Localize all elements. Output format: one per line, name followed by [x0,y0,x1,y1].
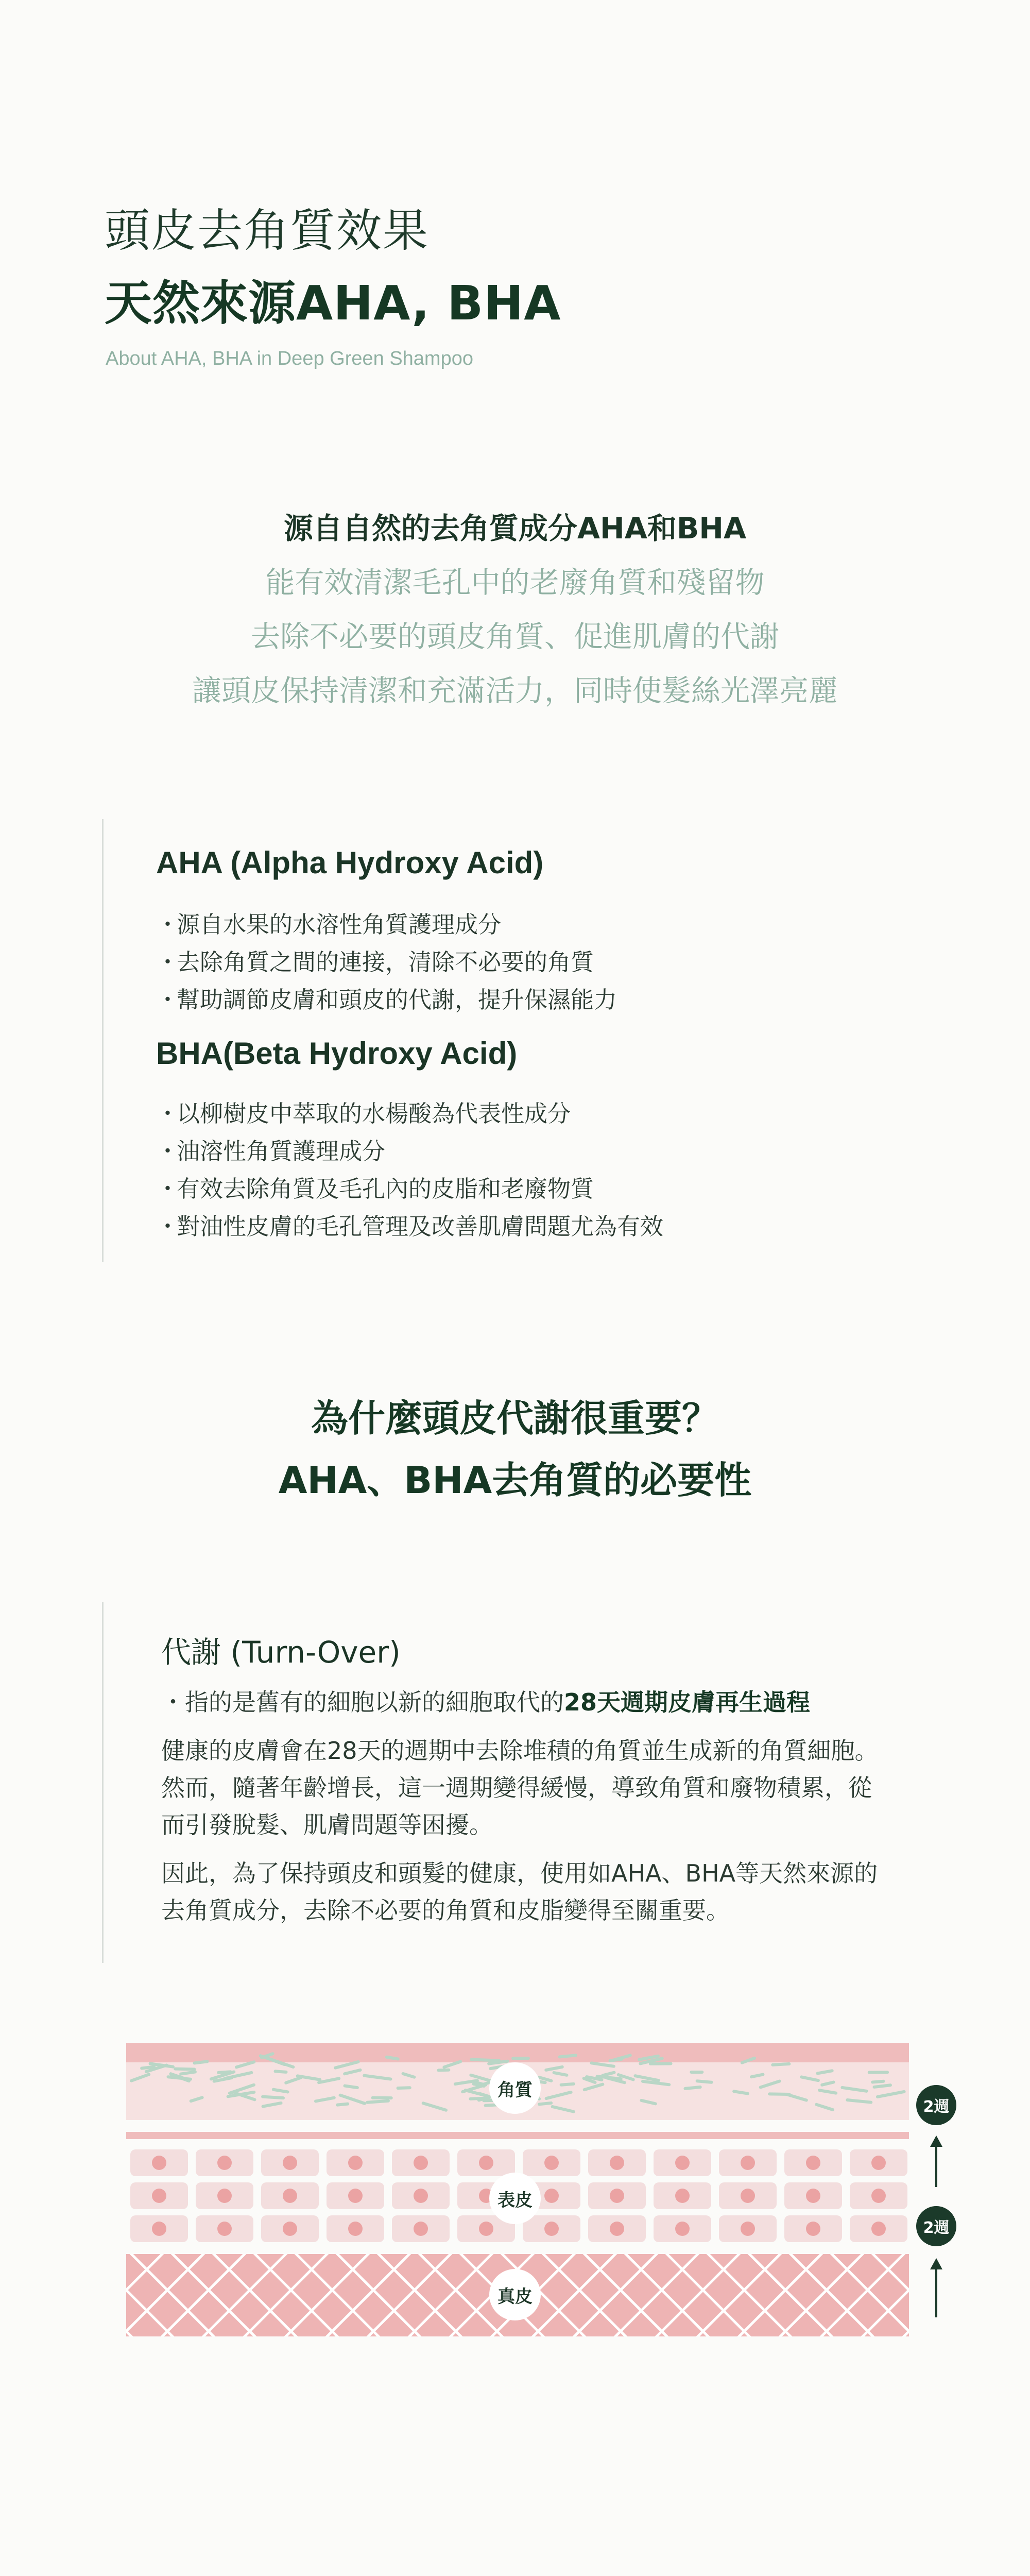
corneum-flake [697,2081,712,2082]
cell-nucleus [741,2189,755,2203]
cell-nucleus [479,2222,493,2236]
corneum-flake [872,2081,883,2082]
corneum-flake [610,2059,622,2061]
corneum-flake [539,2103,551,2104]
corneum-flake [181,2072,195,2074]
cell-nucleus [871,2156,886,2170]
corneum-flake [263,2097,283,2098]
cell-nucleus [741,2222,755,2236]
bha-bullet: ・油溶性角質護理成分 [156,1138,386,1165]
corneum-flake [471,2060,499,2061]
cell-nucleus [544,2156,559,2170]
corneum-flake [345,2086,357,2088]
cell-nucleus [283,2156,297,2170]
cell-nucleus [414,2156,428,2170]
dermis-label: 真皮 [489,2269,541,2320]
turnover-title: 代謝 (Turn-Over) [161,1635,401,1670]
why-heading-line2: AHA、BHA去角質的必要性 [278,1459,752,1502]
cell-nucleus [806,2222,820,2236]
corneum-flake [367,2101,388,2103]
cell-nucleus [806,2189,820,2203]
cell-nucleus [283,2189,297,2203]
cell-nucleus [544,2189,559,2203]
cell-nucleus [217,2156,232,2170]
cell-nucleus [152,2189,166,2203]
turnover-bullet: ・指的是舊有的細胞以新的細胞取代的28天週期皮膚再生過程 [161,1688,811,1716]
cell-nucleus [217,2222,232,2236]
bha-title: BHA(Beta Hydroxy Acid) [156,1036,518,1071]
cell-nucleus [479,2156,493,2170]
intro-heading: 源自自然的去角質成分AHA和BHA [283,512,747,546]
skin-layer-diagram [126,2043,960,2336]
corneum-flake [734,2091,748,2093]
week-badge: 2週 [916,2085,956,2125]
corneum-flake [685,2087,700,2089]
intro-line: 讓頭皮保持清潔和充滿活力，同時使髮絲光澤亮麗 [192,674,838,708]
cell-nucleus [544,2222,559,2236]
bha-bullet: ・以柳樹皮中萃取的水楊酸為代表性成分 [156,1100,571,1127]
corneum-flake [142,2067,154,2069]
turnover-paragraph: 健康的皮膚會在28天的週期中去除堆積的角質並生成新的角質細胞。然而，隨著年齡增長，這一週期變得緩慢，導致角質和廢物積累，從而引發脫髮、肌膚問題等困擾。 [161,1737,879,1839]
cell-nucleus [871,2189,886,2203]
cell-nucleus [675,2222,690,2236]
cell-nucleus [871,2222,886,2236]
intro-line: 去除不必要的頭皮角質、促進肌膚的代謝 [251,620,779,654]
corneum-flake [387,2057,398,2059]
corneum-flake [560,2055,576,2057]
corneum-label: 角質 [489,2062,541,2114]
arrow-up-icon [930,2258,942,2269]
section-subtitle: About AHA, BHA in Deep Green Shampoo [106,348,473,369]
section-title-line2: 天然來源AHA, BHA [105,276,561,331]
cell-nucleus [610,2189,624,2203]
corneum-flake [175,2069,194,2070]
corneum-flake [874,2085,890,2087]
corneum-flake [276,2071,286,2072]
aha-bullet: ・幫助調節皮膚和頭皮的代謝，提升保濕能力 [156,986,617,1013]
aha-bullet: ・源自水果的水溶性角質護理成分 [156,911,502,938]
cell-nucleus [283,2222,297,2236]
corneum-flake [438,2070,449,2071]
cell-nucleus [610,2156,624,2170]
section-title-line1: 頭皮去角質效果 [105,204,430,257]
cell-nucleus [152,2156,166,2170]
arrow-shaft [935,2146,937,2187]
cell-nucleus [348,2222,363,2236]
cell-nucleus [152,2222,166,2236]
panel-divider [102,819,104,1262]
corneum-flake [561,2084,574,2085]
corneum-flake [337,2104,348,2105]
cell-nucleus [741,2156,755,2170]
bha-bullet: ・有效去除角質及毛孔內的皮脂和老廢物質 [156,1175,594,1202]
panel-divider [102,1602,104,1963]
corneum-flake [195,2061,208,2063]
why-heading-line1: 為什麼頭皮代謝很重要？ [311,1397,719,1440]
arrow-up-icon [930,2136,942,2147]
corneum-flake [772,2064,789,2065]
week-badge: 2週 [916,2206,956,2246]
cell-nucleus [806,2156,820,2170]
intro-line: 能有效清潔毛孔中的老廢角質和殘留物 [265,566,765,600]
aha-title: AHA (Alpha Hydroxy Acid) [156,845,544,880]
epidermis-label: 表皮 [489,2173,541,2224]
aha-bullet: ・去除角質之間的連接，清除不必要的角質 [156,948,594,976]
arrow-shaft [935,2268,937,2317]
bha-bullet: ・對油性皮膚的毛孔管理及改善肌膚問題尤為有效 [156,1213,664,1240]
cell-nucleus [348,2189,363,2203]
turnover-paragraph: 因此，為了保持頭皮和頭髮的健康，使用如AHA、BHA等天然來源的去角質成分，去除不必要的角質和皮脂變得至關重要。 [161,1859,878,1924]
cell-nucleus [675,2156,690,2170]
cell-nucleus [414,2189,428,2203]
cell-nucleus [217,2189,232,2203]
cell-nucleus [610,2222,624,2236]
cell-nucleus [414,2222,428,2236]
cell-nucleus [348,2156,363,2170]
layer-separator [126,2132,909,2139]
cell-nucleus [675,2189,690,2203]
